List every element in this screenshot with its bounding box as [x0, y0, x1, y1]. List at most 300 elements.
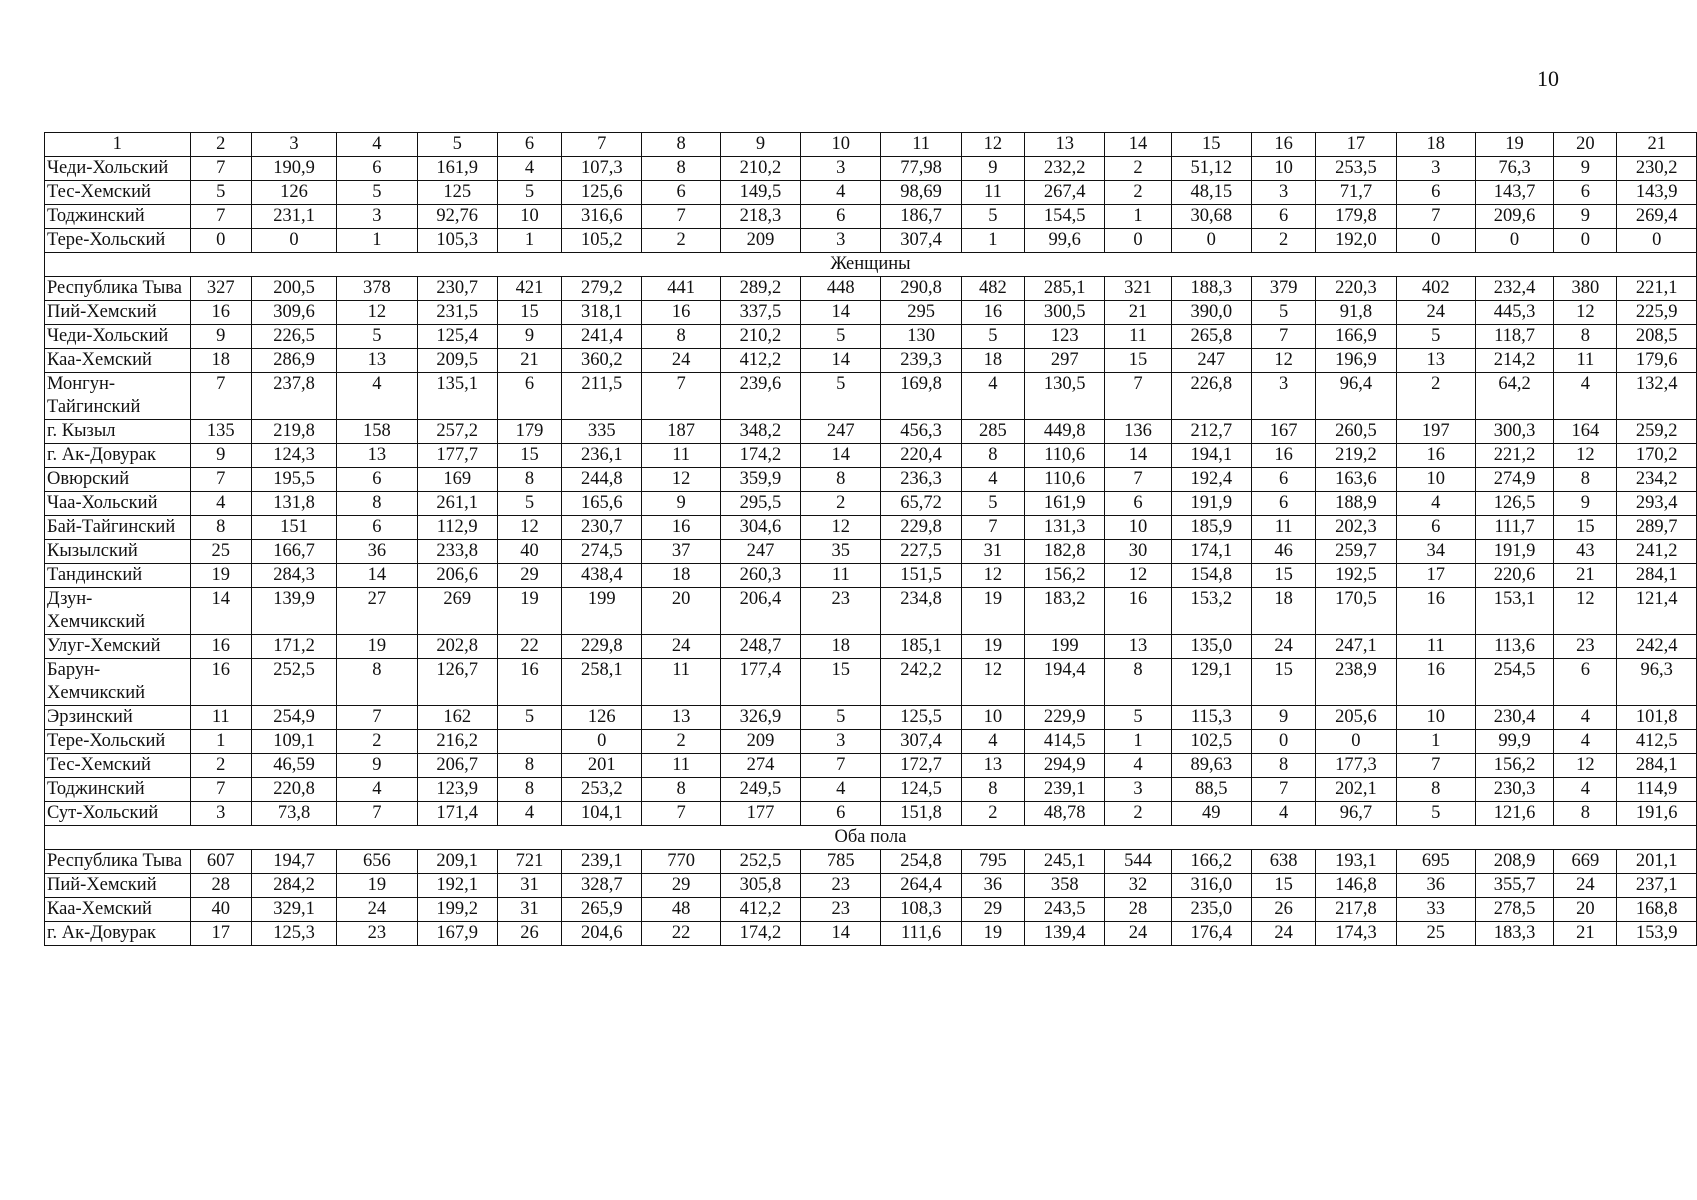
table-cell: 143,7 [1475, 181, 1553, 205]
table-cell: 111,7 [1475, 516, 1553, 540]
table-cell: 441 [642, 277, 720, 301]
table-cell: 166,9 [1316, 325, 1396, 349]
table-cell: 253,2 [562, 778, 642, 802]
table-cell: 5 [337, 325, 417, 349]
table-cell: 5 [801, 706, 881, 730]
table-cell: 237,1 [1617, 874, 1697, 898]
table-cell: 209 [720, 730, 800, 754]
table-cell: 360,2 [562, 349, 642, 373]
region-name-cell: Тандинский [45, 564, 191, 588]
table-cell: 284,1 [1617, 564, 1697, 588]
table-cell: 5 [497, 181, 561, 205]
table-cell: 11 [642, 754, 720, 778]
table-cell: 8 [961, 444, 1024, 468]
table-cell: 208,9 [1475, 850, 1553, 874]
region-name-cell: Республика Тыва [45, 277, 191, 301]
table-cell: 71,7 [1316, 181, 1396, 205]
statistics-table [44, 132, 1697, 946]
table-cell: 242,4 [1617, 635, 1697, 659]
table-cell: 18 [1251, 588, 1315, 635]
table-cell: 274,5 [562, 540, 642, 564]
table-cell: 6 [801, 205, 881, 229]
table-cell: 5 [1396, 325, 1475, 349]
table-cell: 217,8 [1316, 898, 1396, 922]
table-cell: 412,2 [720, 898, 800, 922]
table-cell: 196,9 [1316, 349, 1396, 373]
table-cell: 220,8 [251, 778, 336, 802]
table-cell: 9 [497, 325, 561, 349]
table-cell: 445,3 [1475, 301, 1553, 325]
table-cell: 0 [1171, 229, 1251, 253]
table-row [45, 229, 1697, 253]
table-cell: 13 [1105, 635, 1171, 659]
table-cell: 269 [417, 588, 497, 635]
table-cell: 295 [881, 301, 961, 325]
table-cell: 191,9 [1171, 492, 1251, 516]
table-cell: 8 [190, 516, 251, 540]
table-cell: 16 [961, 301, 1024, 325]
table-cell: 8 [497, 754, 561, 778]
table-cell: 14 [337, 564, 417, 588]
header-row [45, 133, 1697, 157]
table-cell: 1 [45, 133, 191, 157]
table-cell: 5 [961, 492, 1024, 516]
table-cell: 49 [1171, 802, 1251, 826]
table-cell: 2 [1105, 181, 1171, 205]
table-cell: 265,8 [1171, 325, 1251, 349]
table-cell: 22 [642, 922, 720, 946]
table-cell: 15 [1251, 874, 1315, 898]
table-cell: 15 [1171, 133, 1251, 157]
table-cell: 4 [1251, 802, 1315, 826]
table-cell: 151,5 [881, 564, 961, 588]
table-cell: 2 [337, 730, 417, 754]
table-cell: 48,15 [1171, 181, 1251, 205]
table-cell: 188,3 [1171, 277, 1251, 301]
table-cell: 16 [1396, 659, 1475, 706]
table-cell: 143,9 [1617, 181, 1697, 205]
table-cell: 194,7 [251, 850, 336, 874]
table-cell: 96,3 [1617, 659, 1697, 706]
table-cell [497, 730, 561, 754]
table-cell: 3 [337, 205, 417, 229]
table-cell: 7 [801, 754, 881, 778]
table-cell: 318,1 [562, 301, 642, 325]
table-cell: 6 [1251, 492, 1315, 516]
table-cell: 156,2 [1025, 564, 1105, 588]
table-cell: 279,2 [562, 277, 642, 301]
table-cell: 7 [190, 205, 251, 229]
table-cell: 9 [642, 492, 720, 516]
table-cell: 161,9 [417, 157, 497, 181]
table-cell: 3 [801, 157, 881, 181]
table-cell: 22 [497, 635, 561, 659]
table-cell: 232,2 [1025, 157, 1105, 181]
table-cell: 0 [1617, 229, 1697, 253]
table-cell: 7 [1105, 373, 1171, 420]
table-cell: 24 [337, 898, 417, 922]
table-cell: 3 [190, 802, 251, 826]
table-cell: 19 [961, 588, 1024, 635]
table-cell: 30 [1105, 540, 1171, 564]
table-cell: 29 [497, 564, 561, 588]
table-cell: 8 [1554, 325, 1617, 349]
table-cell: 8 [961, 778, 1024, 802]
table-cell: 12 [1105, 564, 1171, 588]
table-cell: 24 [1251, 635, 1315, 659]
region-name-cell: Чаа-Хольский [45, 492, 191, 516]
table-cell: 237,8 [251, 373, 336, 420]
table-cell: 19 [337, 874, 417, 898]
table-cell: 199,2 [417, 898, 497, 922]
table-cell: 129,1 [1171, 659, 1251, 706]
table-cell: 6 [337, 157, 417, 181]
table-cell: 231,5 [417, 301, 497, 325]
table-row [45, 157, 1697, 181]
table-row [45, 802, 1697, 826]
table-cell: 18 [961, 349, 1024, 373]
table-cell: 247 [801, 420, 881, 444]
table-row [45, 754, 1697, 778]
table-cell: 245,1 [1025, 850, 1105, 874]
table-cell: 15 [1251, 659, 1315, 706]
region-name-cell: Пий-Хемский [45, 874, 191, 898]
table-cell: 48,78 [1025, 802, 1105, 826]
table-cell: 210,2 [720, 157, 800, 181]
table-cell: 15 [1105, 349, 1171, 373]
table-cell: 7 [1251, 325, 1315, 349]
table-cell: 8 [1105, 659, 1171, 706]
table-row [45, 850, 1697, 874]
table-cell: 5 [801, 373, 881, 420]
table-cell: 785 [801, 850, 881, 874]
table-row [45, 468, 1697, 492]
table-cell: 174,1 [1171, 540, 1251, 564]
region-name-cell: Тере-Хольский [45, 229, 191, 253]
table-cell: 258,1 [562, 659, 642, 706]
table-cell: 131,8 [251, 492, 336, 516]
table-cell: 254,9 [251, 706, 336, 730]
table-cell: 174,2 [720, 922, 800, 946]
table-cell: 238,9 [1316, 659, 1396, 706]
table-cell: 638 [1251, 850, 1315, 874]
table-cell: 236,1 [562, 444, 642, 468]
table-cell: 220,6 [1475, 564, 1553, 588]
table-cell: 4 [337, 133, 417, 157]
table-cell: 124,3 [251, 444, 336, 468]
table-cell: 247,1 [1316, 635, 1396, 659]
table-cell: 31 [497, 898, 561, 922]
table-cell: 21 [497, 349, 561, 373]
table-cell: 5 [801, 325, 881, 349]
table-cell: 328,7 [562, 874, 642, 898]
table-cell: 482 [961, 277, 1024, 301]
table-cell: 135 [190, 420, 251, 444]
table-cell: 2 [1105, 157, 1171, 181]
table-cell: 9 [337, 754, 417, 778]
table-cell: 179 [497, 420, 561, 444]
table-cell: 259,2 [1617, 420, 1697, 444]
table-cell: 8 [1554, 468, 1617, 492]
table-cell: 218,3 [720, 205, 800, 229]
table-cell: 7 [1396, 754, 1475, 778]
table-cell: 170,2 [1617, 444, 1697, 468]
table-cell: 206,4 [720, 588, 800, 635]
table-cell: 16 [190, 301, 251, 325]
table-cell: 110,6 [1025, 468, 1105, 492]
table-cell: 23 [1554, 635, 1617, 659]
table-cell: 14 [801, 349, 881, 373]
table-cell: 46,59 [251, 754, 336, 778]
table-cell: 64,2 [1475, 373, 1553, 420]
table-cell: 202,1 [1316, 778, 1396, 802]
table-cell: 199 [562, 588, 642, 635]
table-row [45, 659, 1697, 706]
table-cell: 252,5 [251, 659, 336, 706]
table-cell: 5 [1105, 706, 1171, 730]
table-cell: 151,8 [881, 802, 961, 826]
table-cell: 8 [642, 133, 720, 157]
table-cell: 247 [1171, 349, 1251, 373]
table-cell: 230,2 [1617, 157, 1697, 181]
table-cell: 24 [1251, 922, 1315, 946]
table-cell: 23 [801, 898, 881, 922]
table-row [45, 373, 1697, 420]
table-cell: 300,3 [1475, 420, 1553, 444]
table-cell: 33 [1396, 898, 1475, 922]
table-cell: 16 [1251, 444, 1315, 468]
region-name-cell: Тоджинский [45, 205, 191, 229]
table-cell: 284,2 [251, 874, 336, 898]
region-name-cell: Республика Тыва [45, 850, 191, 874]
table-row [45, 635, 1697, 659]
table-cell: 125,6 [562, 181, 642, 205]
table-cell: 695 [1396, 850, 1475, 874]
region-name-cell: Овюрский [45, 468, 191, 492]
table-cell: 2 [190, 754, 251, 778]
table-cell: 193,1 [1316, 850, 1396, 874]
table-cell: 172,7 [881, 754, 961, 778]
table-cell: 10 [1396, 468, 1475, 492]
table-cell: 9 [1251, 706, 1315, 730]
table-cell: 12 [1554, 588, 1617, 635]
table-cell: 607 [190, 850, 251, 874]
table-cell: 8 [642, 325, 720, 349]
table-cell: 139,9 [251, 588, 336, 635]
table-cell: 139,4 [1025, 922, 1105, 946]
table-cell: 244,8 [562, 468, 642, 492]
table-cell: 239,3 [881, 349, 961, 373]
table-cell: 414,5 [1025, 730, 1105, 754]
table-cell: 230,3 [1475, 778, 1553, 802]
table-cell: 656 [337, 850, 417, 874]
table-cell: 12 [961, 564, 1024, 588]
table-cell: 2 [1251, 229, 1315, 253]
table-cell: 177,7 [417, 444, 497, 468]
table-cell: 12 [497, 516, 561, 540]
table-cell: 168,8 [1617, 898, 1697, 922]
table-cell: 31 [961, 540, 1024, 564]
table-cell: 186,7 [881, 205, 961, 229]
table-cell: 10 [1396, 706, 1475, 730]
table-cell: 14 [801, 444, 881, 468]
table-cell: 65,72 [881, 492, 961, 516]
region-name-cell: Чеди-Хольский [45, 325, 191, 349]
table-cell: 123 [1025, 325, 1105, 349]
table-cell: 177,3 [1316, 754, 1396, 778]
table-cell: 13 [337, 349, 417, 373]
table-cell: 6 [1396, 516, 1475, 540]
table-cell: 206,6 [417, 564, 497, 588]
table-cell: 289,7 [1617, 516, 1697, 540]
table-cell: 12 [801, 516, 881, 540]
table-cell: 7 [190, 778, 251, 802]
table-cell: 0 [1396, 229, 1475, 253]
table-cell: 220,3 [1316, 277, 1396, 301]
table-cell: 191,6 [1617, 802, 1697, 826]
table-cell: 4 [497, 157, 561, 181]
table-cell: 192,0 [1316, 229, 1396, 253]
table-cell: 721 [497, 850, 561, 874]
table-cell: 20 [1554, 133, 1617, 157]
table-cell: 13 [1396, 349, 1475, 373]
table-cell: 125,5 [881, 706, 961, 730]
table-cell: 36 [337, 540, 417, 564]
table-cell: 18 [190, 349, 251, 373]
table-cell: 26 [1251, 898, 1315, 922]
table-cell: 402 [1396, 277, 1475, 301]
table-cell: 3 [251, 133, 336, 157]
table-cell: 104,1 [562, 802, 642, 826]
table-cell: 7 [337, 706, 417, 730]
table-cell: 43 [1554, 540, 1617, 564]
table-cell: 121,6 [1475, 802, 1553, 826]
table-cell: 174,3 [1316, 922, 1396, 946]
table-cell: 166,7 [251, 540, 336, 564]
table-cell: 26 [497, 922, 561, 946]
table-cell: 5 [961, 205, 1024, 229]
table-cell: 76,3 [1475, 157, 1553, 181]
table-cell: 544 [1105, 850, 1171, 874]
table-cell: 24 [1396, 301, 1475, 325]
table-cell: 24 [642, 635, 720, 659]
table-cell: 5 [497, 492, 561, 516]
table-cell: 19 [337, 635, 417, 659]
region-name-cell: Барун-Хемчикский [45, 659, 191, 706]
table-cell: 27 [337, 588, 417, 635]
table-cell: 185,1 [881, 635, 961, 659]
table-cell: 73,8 [251, 802, 336, 826]
table-cell: 7 [1251, 778, 1315, 802]
table-cell: 167,9 [417, 922, 497, 946]
table-cell: 239,1 [1025, 778, 1105, 802]
table-cell: 289,2 [720, 277, 800, 301]
table-cell: 284,3 [251, 564, 336, 588]
table-cell: 297 [1025, 349, 1105, 373]
table-row [45, 540, 1697, 564]
table-cell: 21 [1554, 922, 1617, 946]
table-cell: 20 [1554, 898, 1617, 922]
table-cell: 179,8 [1316, 205, 1396, 229]
table-cell: 34 [1396, 540, 1475, 564]
table-cell: 12 [1251, 349, 1315, 373]
table-cell: 13 [642, 706, 720, 730]
table-cell: 219,2 [1316, 444, 1396, 468]
table-cell: 259,7 [1316, 540, 1396, 564]
table-cell: 220,4 [881, 444, 961, 468]
table-cell: 179,6 [1617, 349, 1697, 373]
region-name-cell: г. Ак-Довурак [45, 922, 191, 946]
table-cell: 9 [1554, 157, 1617, 181]
table-cell: 23 [801, 874, 881, 898]
table-cell: 123,9 [417, 778, 497, 802]
table-cell: 307,4 [881, 229, 961, 253]
table-cell: 15 [1251, 564, 1315, 588]
table-cell: 171,4 [417, 802, 497, 826]
table-cell: 348,2 [720, 420, 800, 444]
table-cell: 9 [720, 133, 800, 157]
table-cell: 126 [562, 706, 642, 730]
region-name-cell: Каа-Хемский [45, 349, 191, 373]
table-cell: 163,6 [1316, 468, 1396, 492]
table-cell: 2 [801, 492, 881, 516]
table-row [45, 564, 1697, 588]
table-cell: 96,4 [1316, 373, 1396, 420]
table-cell: 158 [337, 420, 417, 444]
table-cell: 125,4 [417, 325, 497, 349]
table-cell: 6 [337, 468, 417, 492]
table-cell: 293,4 [1617, 492, 1697, 516]
table-cell: 6 [497, 373, 561, 420]
table-cell: 229,8 [881, 516, 961, 540]
page-number: 10 [1537, 66, 1559, 91]
table-cell: 327 [190, 277, 251, 301]
table-cell: 19 [1475, 133, 1553, 157]
table-cell: 7 [961, 516, 1024, 540]
table-cell: 24 [642, 349, 720, 373]
table-cell: 51,12 [1171, 157, 1251, 181]
table-cell: 14 [1105, 444, 1171, 468]
region-name-cell: Тес-Хемский [45, 754, 191, 778]
table-cell: 162 [417, 706, 497, 730]
table-cell: 355,7 [1475, 874, 1553, 898]
table-cell: 1 [497, 229, 561, 253]
table-cell: 6 [801, 802, 881, 826]
table-cell: 14 [801, 301, 881, 325]
table-cell: 197 [1396, 420, 1475, 444]
table-cell: 326,9 [720, 706, 800, 730]
table-cell: 12 [642, 468, 720, 492]
table-cell: 182,8 [1025, 540, 1105, 564]
table-cell: 456,3 [881, 420, 961, 444]
table-cell: 295,5 [720, 492, 800, 516]
table-cell: 169,8 [881, 373, 961, 420]
table-cell: 208,5 [1617, 325, 1697, 349]
table-cell: 2 [1105, 802, 1171, 826]
table-cell: 260,5 [1316, 420, 1396, 444]
table-cell: 243,5 [1025, 898, 1105, 922]
table-cell: 1 [337, 229, 417, 253]
table-cell: 25 [1396, 922, 1475, 946]
table-cell: 30,68 [1171, 205, 1251, 229]
table-cell: 151 [251, 516, 336, 540]
table-cell: 7 [642, 802, 720, 826]
table-cell: 126 [251, 181, 336, 205]
table-cell: 7 [1396, 205, 1475, 229]
table-cell: 9 [190, 325, 251, 349]
table-cell: 269,4 [1617, 205, 1697, 229]
table-cell: 13 [1025, 133, 1105, 157]
